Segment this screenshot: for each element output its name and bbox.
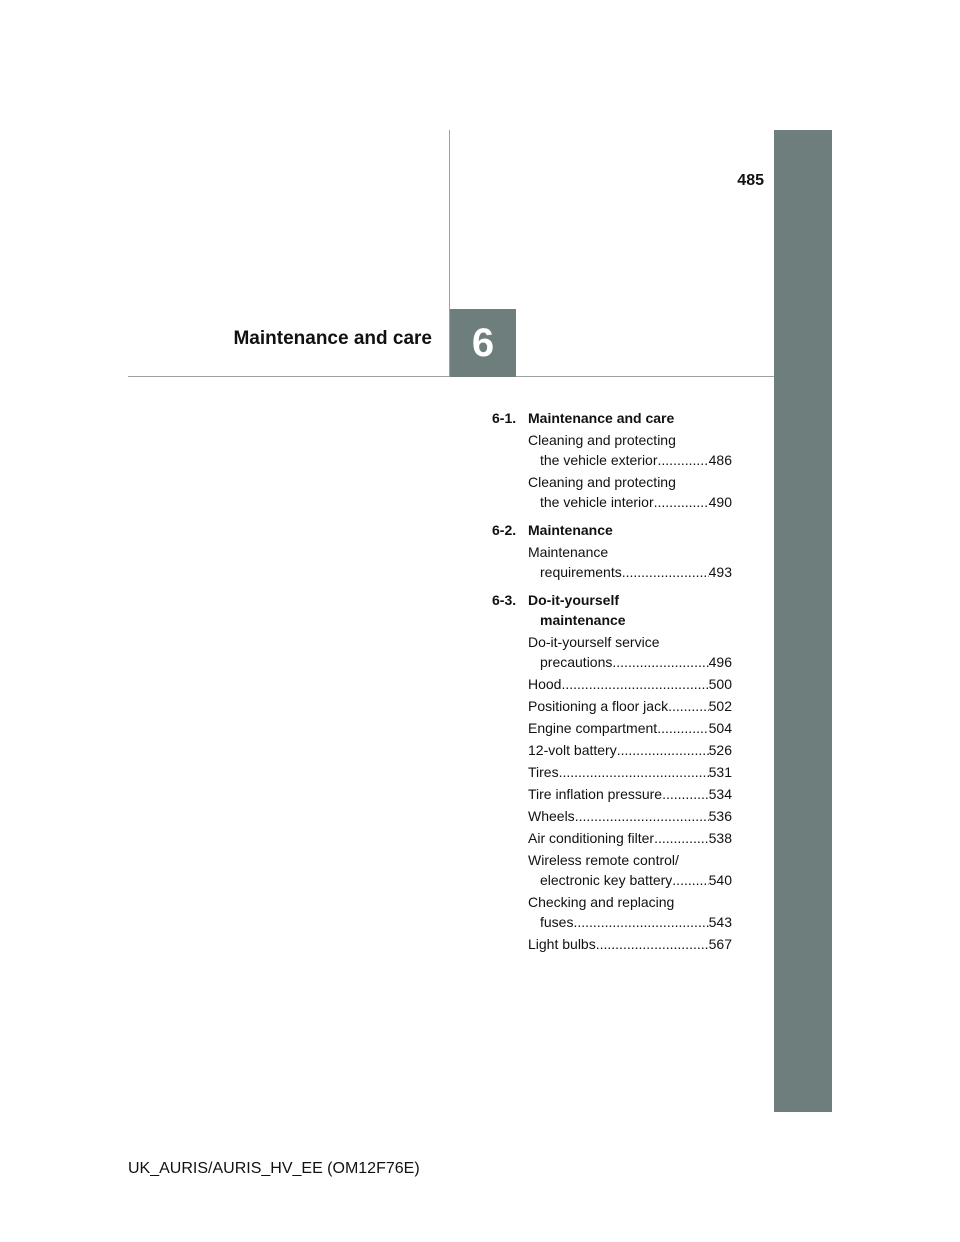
toc-entry-page: 486 [708,452,732,468]
toc-section-number: 6-2. [492,522,517,538]
toc-entry-line [528,696,732,716]
toc-entry-line [528,934,732,954]
toc-entry-text: Cleaning and protecting [528,474,676,490]
toc-entry [528,542,732,582]
toc-entry-text: Cleaning and protecting [528,432,676,448]
toc-section-number: 6-1. [492,410,517,426]
toc-leader-dots [561,674,708,694]
toc-entry-page: 502 [708,698,732,714]
toc-leader-dots [654,492,709,512]
toc-entry-line [528,562,732,582]
toc-entry-text: Positioning a floor jack [528,698,669,714]
toc-entry-text: the vehicle exterior [540,452,658,468]
toc-entry-text: Maintenance [528,544,609,560]
toc-leader-dots [575,806,709,826]
toc-entry-page: 543 [708,914,732,930]
toc-entry-line [528,430,732,450]
toc-entry [528,674,732,694]
toc-section-group [492,408,732,512]
toc-entry-line [528,870,732,890]
toc-entry-page: 534 [708,786,732,802]
toc-entry-list [528,542,732,582]
toc-entry-page: 504 [708,720,732,736]
table-of-contents [492,408,732,962]
toc-entry [528,784,732,804]
toc-entry-line [528,472,732,492]
toc-entry-line [528,912,732,932]
toc-entry-line [528,652,732,672]
toc-entry-text: electronic key battery [540,872,673,888]
toc-entry [528,806,732,826]
toc-entry-line [528,806,732,826]
toc-section-title-line: Do-it-yourself [528,592,619,608]
page-number: 485 [737,172,764,189]
toc-entry-page: 536 [708,808,732,824]
toc-entry-text: Engine compartment [528,720,658,736]
chapter-side-tab [774,130,832,1112]
toc-entry-page: 531 [708,764,732,780]
toc-entry-page: 493 [708,564,732,580]
toc-entry [528,472,732,512]
toc-entry-text: 12-volt battery [528,742,617,758]
toc-section-group [492,590,732,954]
toc-leader-dots [672,870,708,890]
toc-entry-page: 567 [708,936,732,952]
toc-entry [528,828,732,848]
toc-entry-text: Wheels [528,808,575,824]
toc-entry-line [528,850,732,870]
toc-entry-list [528,430,732,512]
toc-entry-text: Do-it-yourself service [528,634,660,650]
toc-entry-line [528,450,732,470]
toc-section-title-line: Maintenance [528,522,613,538]
toc-entry-page: 496 [708,654,732,670]
toc-entry-list [528,632,732,954]
toc-leader-dots [668,696,709,716]
toc-entry [528,740,732,760]
toc-entry-page: 538 [708,830,732,846]
toc-section-heading [492,590,732,630]
toc-entry-text: requirements [540,564,622,580]
footer-document-code: UK_AURIS/AURIS_HV_EE (OM12F76E) [128,1160,420,1177]
toc-entry-line [528,828,732,848]
toc-entry [528,934,732,954]
toc-leader-dots [658,450,709,470]
toc-section-title [528,520,732,540]
toc-leader-dots [596,934,709,954]
toc-entry-line [528,740,732,760]
toc-entry-text: Light bulbs [528,936,596,952]
toc-leader-dots [654,828,709,848]
toc-section-group [492,520,732,582]
toc-entry [528,696,732,716]
toc-entry [528,632,732,672]
toc-leader-dots [617,740,709,760]
toc-leader-dots [622,562,709,582]
toc-entry [528,762,732,782]
toc-section-number: 6-3. [492,592,517,608]
toc-section-title [528,408,732,428]
toc-entry-page: 500 [708,676,732,692]
toc-entry-line [528,674,732,694]
toc-entry-text: Hood [528,676,562,692]
toc-entry-text: Checking and replacing [528,894,675,910]
toc-entry-line [528,762,732,782]
toc-leader-dots [657,718,708,738]
toc-entry-line [528,718,732,738]
toc-entry-text: Air conditioning filter [528,830,655,846]
toc-entry-page: 540 [708,872,732,888]
toc-entry-line [528,492,732,512]
toc-section-title [528,590,732,630]
toc-entry [528,718,732,738]
toc-section-title-line: Maintenance and care [528,410,675,426]
toc-entry-line [528,542,732,562]
toc-entry-text: Tires [528,764,559,780]
toc-leader-dots [573,912,708,932]
toc-entry-line [528,784,732,804]
toc-section-heading [492,520,732,540]
toc-entry-line [528,892,732,912]
toc-entry-text: Wireless remote control/ [528,852,679,868]
toc-entry-text: Tire inflation pressure [528,786,663,802]
chapter-number-box: 6 [450,309,516,377]
toc-entry-page: 526 [708,742,732,758]
toc-entry-line [528,632,732,652]
chapter-title: Maintenance and care [233,328,432,349]
toc-entry [528,892,732,932]
toc-entry-page: 490 [708,494,732,510]
toc-entry [528,850,732,890]
toc-entry-text: fuses [540,914,574,930]
toc-section-heading [492,408,732,428]
toc-entry-text: the vehicle interior [540,494,654,510]
toc-entry [528,430,732,470]
toc-leader-dots [559,762,709,782]
toc-leader-dots [612,652,708,672]
toc-leader-dots [662,784,709,804]
toc-section-title-line: maintenance [540,612,626,628]
toc-entry-text: precautions [540,654,613,670]
